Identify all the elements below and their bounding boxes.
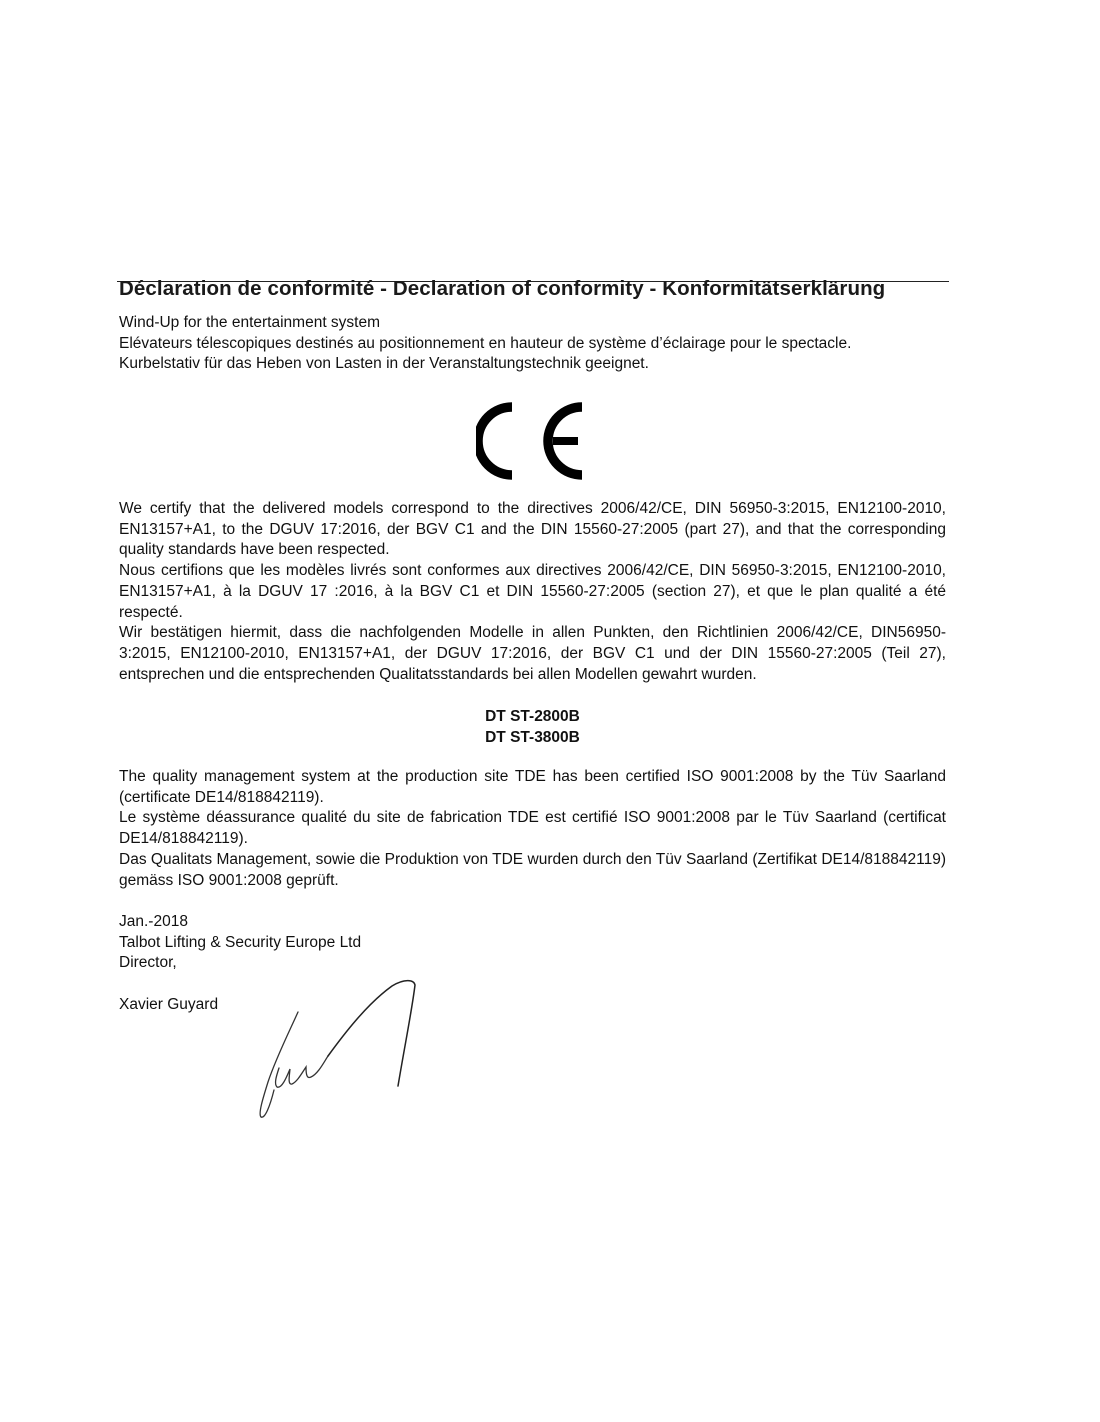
- model-item: DT ST-2800B: [485, 708, 580, 725]
- product-description-de: Kurbelstativ für das Heben von Lasten in der Veranstaltungstechnik geeignet.: [119, 355, 649, 372]
- certification-de: Wir bestätigen hiermit, dass die nachfolgenden Modelle in allen Punkten, den Richtlinien 2006/42/CE, DIN56950-3:2015, EN12100-2010, EN13157+A1, der DGUV 17:2016, der BGV C1 und der DIN 15560-27:2005 (Teil 27), entsprechen und die entsprechenden Qualitatsstandards bei allen Modellen gewahrt wurden.: [119, 624, 946, 683]
- model-list: [119, 707, 946, 748]
- signer-name: Xavier Guyard: [119, 996, 219, 1013]
- quality-system-statement: [119, 767, 946, 891]
- signoff-date: Jan.-2018: [119, 913, 188, 930]
- quality-system-en: The quality management system at the production site TDE has been certified ISO 9001:2008 by the Tüv Saarland (certificate DE14/818842119).: [119, 768, 946, 806]
- certification-fr: Nous certifions que les modèles livrés sont conformes aux directives 2006/42/CE, DIN 56950-3:2015, EN12100-2010, EN13157+A1, à la DGUV 17 :2016, à la BGV C1 et DIN 15560-27:2005 (section 27), et que le plan qualité a été respecté.: [119, 562, 946, 621]
- product-description-fr: Elévateurs télescopiques destinés au positionnement en hauteur de système d’éclairage pour le spectacle.: [119, 334, 852, 352]
- product-description-en: Wind-Up for the entertainment system: [119, 314, 381, 331]
- certification-statement: [119, 499, 946, 685]
- signoff-role: Director,: [119, 954, 177, 972]
- signature-icon: [252, 978, 422, 1123]
- document-title: Déclaration de conformité - Declaration of conformity - Konformitätserklärung: [119, 277, 886, 300]
- quality-system-fr: Le système déassurance qualité du site de fabrication TDE est certifié ISO 9001:2008 par le Tüv Saarland (certificat DE14/818842119).: [119, 809, 946, 848]
- model-item: DT ST-3800B: [485, 728, 580, 746]
- product-description: [119, 313, 949, 375]
- ce-mark-icon: [476, 401, 588, 481]
- quality-system-de: Das Qualitats Management, sowie die Produktion von TDE wurden durch den Tüv Saarland (Zertifikat DE14/818842119) gemäss ISO 9001:2008 geprüft.: [119, 850, 946, 889]
- certification-en: We certify that the delivered models correspond to the directives 2006/42/CE, DIN 56950-3:2015, EN12100-2010, EN13157+A1, to the DGUV 17:2016, der BGV C1 and the DIN 15560-27:2005 (part 27), and that the corresponding quality standards have been respected.: [119, 500, 946, 559]
- signoff-company: Talbot Lifting & Security Europe Ltd: [119, 933, 362, 951]
- signoff-block: [119, 912, 361, 974]
